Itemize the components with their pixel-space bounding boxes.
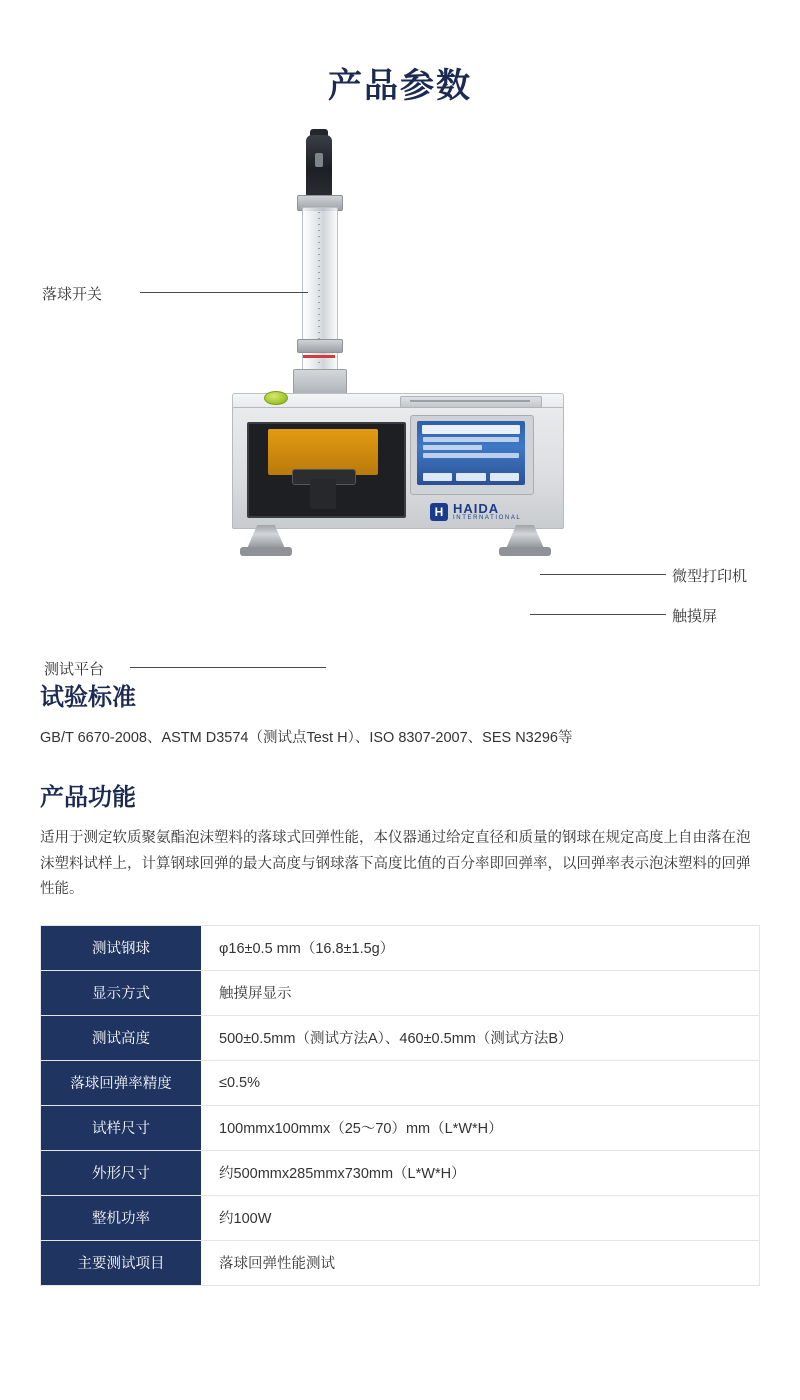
callout-line-test-platform <box>130 667 326 668</box>
machine-foot-pad <box>499 547 551 556</box>
callout-drop-ball-switch: 落球开关 <box>42 286 103 303</box>
drop-ball-switch-indicator <box>315 153 323 167</box>
screen-row <box>423 453 519 458</box>
screen-button <box>456 473 485 481</box>
table-row <box>41 1150 760 1195</box>
spec-key: 试样尺寸 <box>41 1105 202 1150</box>
spec-key: 主要测试项目 <box>41 1240 202 1285</box>
brand-subtitle: INTERNATIONAL <box>453 515 522 521</box>
spec-key: 显示方式 <box>41 970 202 1015</box>
spec-table-body <box>41 925 760 1285</box>
machine-diagram <box>0 117 800 677</box>
callout-line-touch-screen <box>530 614 666 615</box>
screen-button <box>423 473 452 481</box>
spec-value: ≤0.5% <box>201 1060 760 1105</box>
machine-foot-pad <box>240 547 292 556</box>
spec-value: 约100W <box>201 1195 760 1240</box>
table-row <box>41 1060 760 1105</box>
callout-micro-printer: 微型打印机 <box>672 568 748 585</box>
tube-red-marker <box>303 355 335 358</box>
screen-button <box>490 473 519 481</box>
green-button-icon <box>264 391 288 405</box>
callout-line-drop-ball-switch <box>140 292 308 293</box>
spec-key: 外形尺寸 <box>41 1150 202 1195</box>
spec-key: 整机功率 <box>41 1195 202 1240</box>
callout-touch-screen: 触摸屏 <box>672 608 718 625</box>
touch-screen-display <box>417 421 525 485</box>
printer-paper-line <box>410 400 530 402</box>
spec-key: 测试钢球 <box>41 925 202 970</box>
callout-line-micro-printer <box>540 574 666 575</box>
screen-row <box>423 445 482 450</box>
function-title: 产品功能 <box>40 784 136 812</box>
spec-table <box>40 925 760 1286</box>
table-row <box>41 1105 760 1150</box>
spec-value: 500±0.5mm（测试方法A）、460±0.5mm（测试方法B） <box>201 1015 760 1060</box>
spec-value: 落球回弹性能测试 <box>201 1240 760 1285</box>
spec-key: 测试高度 <box>41 1015 202 1060</box>
standard-section <box>0 677 800 903</box>
screen-row <box>423 437 519 442</box>
table-row <box>41 1195 760 1240</box>
standard-text: GB/T 6670-2008、ASTM D3574（测试点Test H）、ISO 8307-2007、SES N3296等 <box>40 730 573 746</box>
spec-value: 触摸屏显示 <box>201 970 760 1015</box>
standard-title: 试验标准 <box>40 684 136 711</box>
spec-value: 约500mmx285mmx730mm（L*W*H） <box>201 1150 760 1195</box>
screen-button-row <box>423 473 519 481</box>
table-row <box>41 970 760 1015</box>
screen-title-bar <box>422 425 520 434</box>
brand-logo <box>430 502 521 521</box>
table-row <box>41 1015 760 1060</box>
test-platform-stem <box>310 479 336 509</box>
spec-value: 100mmx100mmx（25～70）mm（L*W*H） <box>201 1105 760 1150</box>
function-text: 适用于测定软质聚氨酯泡沫塑料的落球式回弹性能，本仪器通过给定直径和质量的钢球在规定高度上自由落在泡沫塑料试样上，计算钢球回弹的最大高度与钢球落下高度比值的百分率即回弹率，以回弹率表示泡沫塑料的回弹性能。 <box>40 830 751 898</box>
micro-printer-slot <box>400 396 542 408</box>
tube-lower-collar <box>297 339 343 353</box>
table-row <box>41 925 760 970</box>
spec-key: 落球回弹率精度 <box>41 1060 202 1105</box>
product-illustration <box>0 117 800 677</box>
brand-name: HAIDA <box>453 501 500 516</box>
brand-mark-icon: H <box>430 503 448 521</box>
table-row <box>41 1240 760 1285</box>
spec-value: φ16±0.5 mm（16.8±1.5g） <box>201 925 760 970</box>
page-title: 产品参数 <box>328 67 472 105</box>
callout-test-platform: 测试平台 <box>44 661 105 678</box>
